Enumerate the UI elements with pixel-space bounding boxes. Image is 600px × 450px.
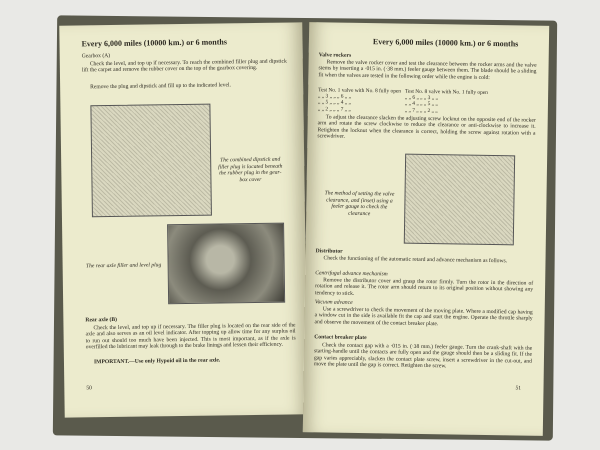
table-cell: „ „ 4 „ „ „ 5 „ „ <box>404 101 438 108</box>
valve-rockers-title: Valve rockers <box>318 52 352 59</box>
rear-axle-caption: The rear axle filler and level plug <box>85 262 162 270</box>
distributor-title: Distributor <box>315 248 343 255</box>
table-cell: Test No. 8 valve with No. 1 fully open <box>404 88 488 96</box>
centrifugal-text: Remove the distributor cover and grasp the rotor firmly. Turn the rotor in the direction of rotation and release it. The rotor arm should return to its original position without showing any tendency to stick. <box>314 277 534 297</box>
centrifugal-subtitle: Centrifugal advance mechanism <box>315 270 388 278</box>
distributor-text: Check the functioning of the automatic retard and advance mechanism as follows. <box>323 255 508 265</box>
valve-clearance-illustration <box>404 154 515 246</box>
right-page <box>303 22 549 436</box>
table-cell: „ „ 2 „ „ „ 7 „ „ <box>317 105 351 113</box>
gearbox-dipstick-illustration <box>90 104 212 218</box>
page-heading: Every 6,000 miles (10000 km.) or 6 months <box>372 37 519 49</box>
table-row <box>316 106 490 115</box>
vacuum-subtitle: Vacuum advance <box>314 299 353 306</box>
important-note: IMPORTANT.—Use only Hypoid oil in the rear axle. <box>93 357 221 366</box>
rear-axle-text: Check the level, and top up if necessary. The filler plug is located on the rear side of the axle and also serves as an oil level indicator. After topping up allow time for any surplus oil to run out should too much have been injected. This is most important, as if the axle is overfilled the lubricant may leak through to the brake linings and lessen their efficiency. <box>85 322 296 351</box>
valve-rockers-text: Remove the valve rocker cover and test the clearance between the rocker arms and the valve stems by inserting a ·015 in. (·38 mm.) feeler gauge between them. The blade should be a sliding fit when the valves are tested in the following order while the engine is cold: <box>318 59 537 81</box>
gearbox-title: Gearbox (A) <box>81 53 111 60</box>
page-heading: Every 6,000 miles (10000 km.) or 6 months <box>81 37 227 49</box>
page-number: 50 <box>86 385 92 392</box>
page-number: 51 <box>515 385 522 392</box>
left-page <box>59 22 307 417</box>
table-cell: „ „ 7 „ „ „ 2 „ „ <box>404 107 438 114</box>
table-cell: „ „ 3 „ „ „ 6 „ „ <box>318 93 352 101</box>
gearbox-text: Check the level, and top up if necessary. To reach the combined filler plug and dipstick lift the carpet and remove the rubber cover on the top of the gearbox covering. <box>81 58 287 74</box>
gearbox-caption: The combined dipstick and filler plug is located beneath the rubber plug in the gear-box cover <box>218 156 283 183</box>
rear-axle-illustration <box>167 223 285 305</box>
valve-caption: The method of setting the valve clearance, and (inset) using a feeler gauge to check the clearance <box>324 190 395 217</box>
table-cell: „ „ 5 „ „ „ 4 „ „ <box>317 99 351 107</box>
vacuum-text: Use a screwdriver to check the movement of the moving plate. Where a modified cap having a window cut in the side is available fit the cap and start the engine. Operate the throttle sharply and observe the movement of the contact breaker plate. <box>314 306 533 328</box>
table-cell: Test No. 1 valve with No. 8 fully open <box>318 87 402 95</box>
contact-breaker-title: Contact breaker plate <box>314 334 367 342</box>
contact-breaker-text: Check the contact gap with a ·015 in. (·38 mm.) feeler gauge. Turn the crank-shaft with the starting-handle until the contacts are fully open and the gauge should then be a sliding fit. If the gap varies appreciably, slacken the contact plate screw, insert a screwdriver in the cut-out, and move the plate until the gap is correct. Retighten the screw. <box>313 342 533 370</box>
rear-axle-title: Rear axle (B) <box>85 316 118 324</box>
valve-test-order-table <box>316 87 490 115</box>
gearbox-fill-text: Remove the plug and dipstick and fill up to the indicated level. <box>90 82 231 91</box>
valve-adjust-text: To adjust the clearance slacken the adjusting screw locknut on the opposite end of the rocker arm and rotate the screw clockwise to reduce the clearance or anti-clockwise to increase it. Retighten the locknut when the clearance is correct, holding the screw against rotation with a screwdriver. <box>317 114 536 140</box>
table-cell: „ „ 6 „ „ „ 3 „ „ <box>404 94 438 102</box>
